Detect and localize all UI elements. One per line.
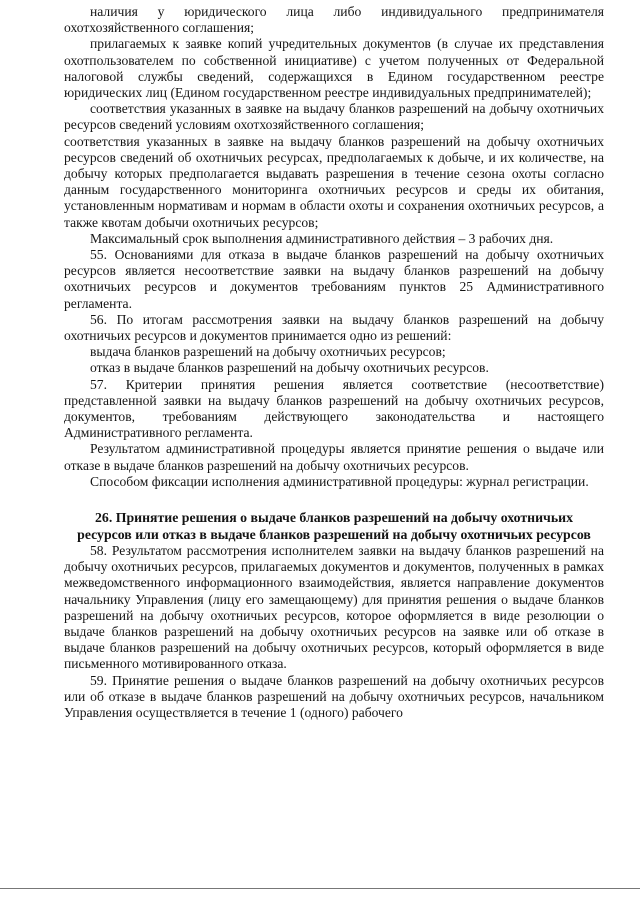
page-bottom-rule <box>0 888 640 889</box>
paragraph: 57. Критерии принятия решения является соответствие (несоответствие) представленной заявки на выдачу бланков разрешений на добычу охотничьих ресурсов, документов, требованиям действующего законодательства и настоящего Административного регламента. <box>64 376 604 441</box>
paragraph: выдача бланков разрешений на добычу охотничьих ресурсов; <box>90 344 446 360</box>
section-heading: 26. Принятие решения о выдаче бланков разрешений на добычу охотничьих ресурсов или отказ в выдаче бланков разрешений на добычу охотничьих ресурсов <box>77 510 591 542</box>
text-block-top <box>64 4 604 490</box>
paragraph: Результатом административной процедуры является принятие решения о выдаче или отказе в выдаче бланков разрешений на добычу охотничьих ресурсов. <box>64 441 604 473</box>
paragraph: Способом фиксации исполнения административной процедуры: журнал регистрации. <box>90 473 589 489</box>
paragraph: 55. Основаниями для отказа в выдаче бланков разрешений на добычу охотничьих ресурсов является несоответствие заявки на выдачу бланков разрешений на добычу охотничьих ресурсов и документов требованиям пунктов 25 Административного регламента. <box>64 247 604 311</box>
paragraph: 56. По итогам рассмотрения заявки на выдачу бланков разрешений на добычу охотничьих ресурсов и документов принимается одно из решений: <box>64 311 604 344</box>
paragraph: соответствия указанных в заявке на выдачу бланков разрешений на добычу охотничьих ресурсов сведений об охотничьих ресурсах, предполагаемых к добыче, и их количестве, на добычу которых предполагается выдавать разрешения в течение сезона охоты согласно данным государственного мониторинга охотничьих ресурсов и среды их обитания, установленным нормативам и нормам в области охоты и сохранения охотничьих ресурсов, а также квотам добычи охотничьих ресурсов; <box>64 133 604 230</box>
paragraph: 58. Результатом рассмотрения исполнителем заявки на выдачу бланков разрешений на добычу охотничьих ресурсов, прилагаемых документов и документов, полученных в рамках межведомственного информационного взаимодействия, является направление документов начальнику Управления (лицу его замещающему) для принятия решения о выдаче бланков разрешений на добычу охотничьих ресурсов, которое оформляется в виде резолюции о выдаче бланков разрешений на добычу охотничьих ресурсов на заявке или об отказе в выдаче бланков разрешений на добычу охотничьих ресурсов, который оформляется в виде письменного мотивированного отказа. <box>64 542 604 672</box>
section-spacer <box>64 490 604 510</box>
paragraph: прилагаемых к заявке копий учредительных документов (в случае их представления охотпользователем по собственной инициативе) с учетом полученных от Федеральной налоговой службы сведений, содержащихся в Едином государственном реестре юридических лиц (Едином государственном реестре индивидуальных предпринимателей); <box>64 36 604 101</box>
paragraph: соответствия указанных в заявке на выдачу бланков разрешений на добычу охотничьих ресурсов сведений условиям охотхозяйственного соглашения; <box>64 101 604 133</box>
paragraph: Максимальный срок выполнения административного действия – 3 рабочих дня. <box>90 230 554 246</box>
paragraph: наличия у юридического лица либо индивидуального предпринимателя охотхозяйственного соглашения; <box>64 4 604 36</box>
text-block-bottom <box>64 543 604 721</box>
paragraph: отказ в выдаче бланков разрешений на добычу охотничьих ресурсов. <box>90 360 489 376</box>
paragraph: 59. Принятие решения о выдаче бланков разрешений на добычу охотничьих ресурсов или об отказе в выдаче бланков разрешений на добычу охотничьих ресурсов, начальником Управления осуществляется в течение 1 (одного) рабочего <box>64 672 604 720</box>
